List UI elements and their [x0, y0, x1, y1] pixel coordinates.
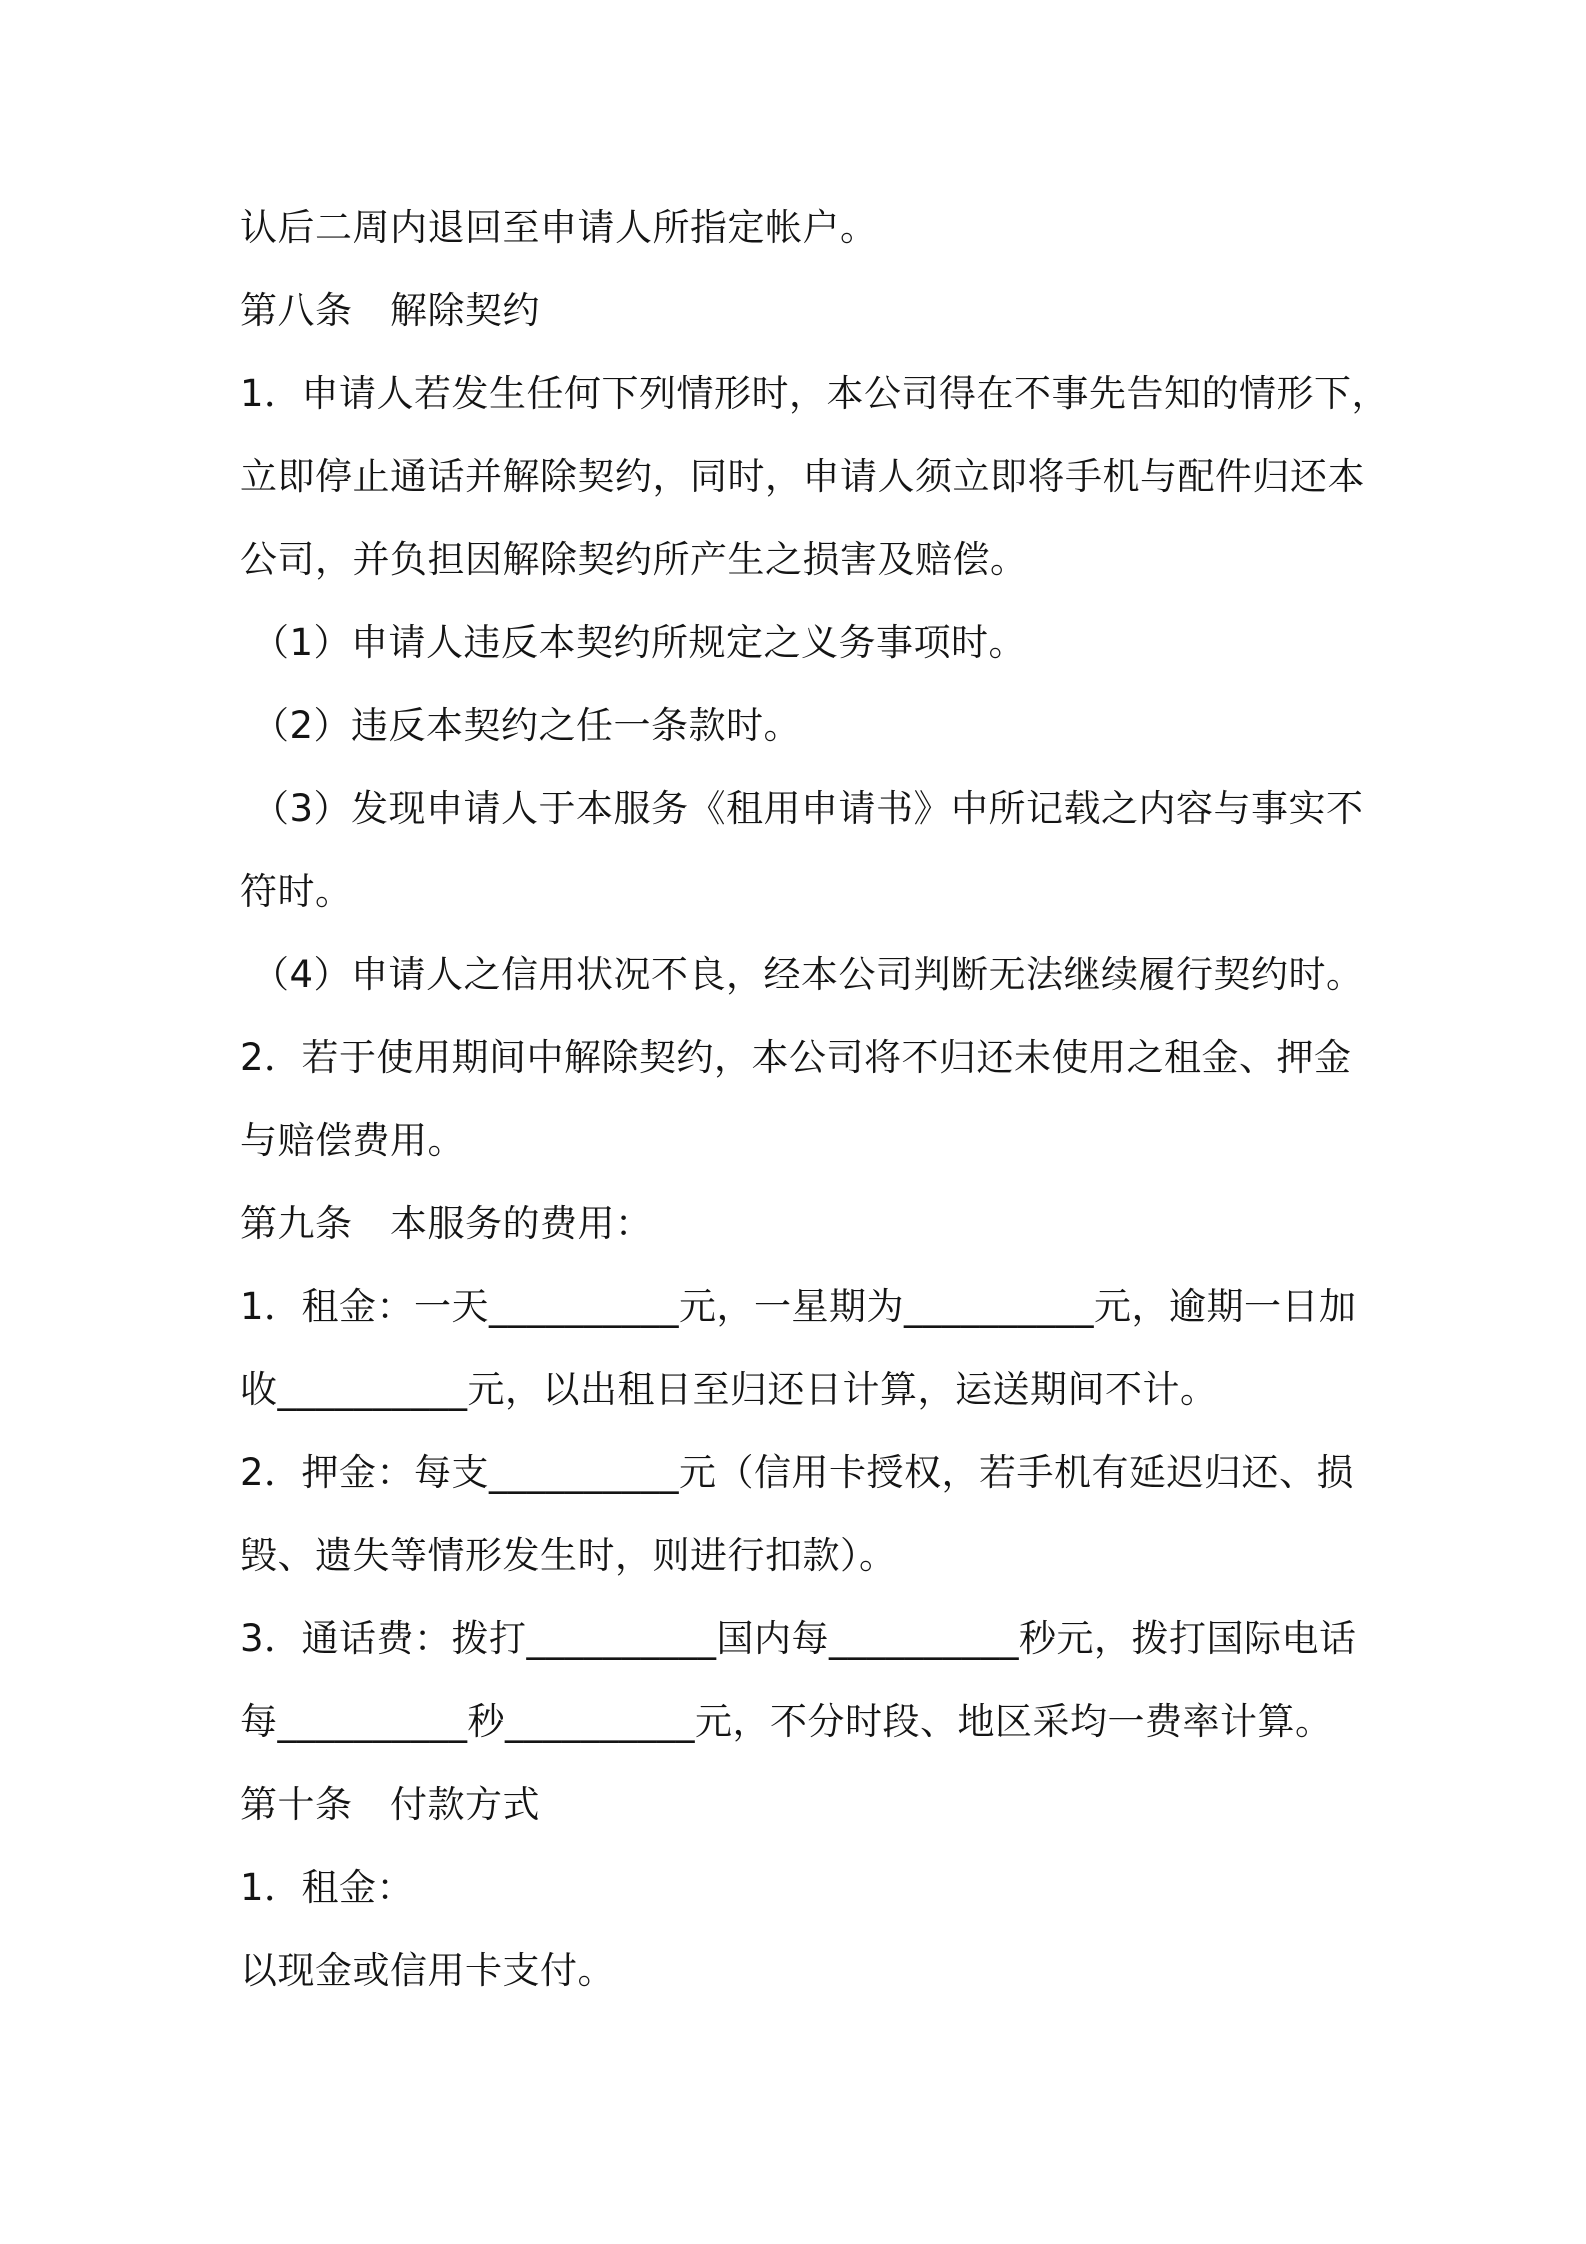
- article-8-item-3-line-1: （3）发现申请人于本服务《租用申请书》中所记载之内容与事实不: [252, 787, 1364, 830]
- article-10-payment-method: 以现金或信用卡支付。: [240, 1949, 615, 1992]
- article-9-call-fee-line-2: 每__________秒__________元，不分时段、地区采均一费率计算。: [240, 1700, 1333, 1743]
- article-8-clause-1-line-1: 1．申请人若发生任何下列情形时，本公司得在不事先告知的情形下，: [240, 372, 1390, 415]
- article-9-call-fee-line-1: 3．通话费：拨打__________国内每__________秒元，拨打国际电话: [240, 1617, 1357, 1660]
- article-8-item-4: （4）申请人之信用状况不良，经本公司判断无法继续履行契约时。: [252, 953, 1364, 996]
- article-10-rent-label: 1．租金：: [240, 1866, 415, 1909]
- article-9-heading: 第九条 本服务的费用：: [240, 1202, 653, 1245]
- article-8-item-1: （1）申请人违反本契约所规定之义务事项时。: [252, 621, 1027, 664]
- text-line-continuation: 认后二周内退回至申请人所指定帐户。: [240, 206, 878, 249]
- article-8-heading: 第八条 解除契约: [240, 289, 540, 332]
- article-8-item-2: （2）违反本契约之任一条款时。: [252, 704, 802, 747]
- article-9-rent-line-2: 收__________元，以出租日至归还日计算，运送期间不计。: [240, 1368, 1218, 1411]
- article-8-clause-2-line-2: 与赔偿费用。: [240, 1119, 465, 1162]
- article-9-deposit-line-2: 毁、遗失等情形发生时，则进行扣款）。: [240, 1534, 897, 1577]
- article-9-deposit-line-1: 2．押金：每支__________元（信用卡授权，若手机有延迟归还、损: [240, 1451, 1355, 1494]
- article-8-clause-2-line-1: 2．若于使用期间中解除契约，本公司将不归还未使用之租金、押金: [240, 1036, 1352, 1079]
- article-9-rent-line-1: 1．租金：一天__________元，一星期为__________元，逾期一日加: [240, 1285, 1357, 1328]
- article-8-item-3-line-2: 符时。: [240, 870, 353, 913]
- article-8-clause-1-line-3: 公司，并负担因解除契约所产生之损害及赔偿。: [240, 538, 1028, 581]
- article-10-heading: 第十条 付款方式: [240, 1783, 540, 1826]
- article-8-clause-1-line-2: 立即停止通话并解除契约，同时，申请人须立即将手机与配件归还本: [240, 455, 1365, 498]
